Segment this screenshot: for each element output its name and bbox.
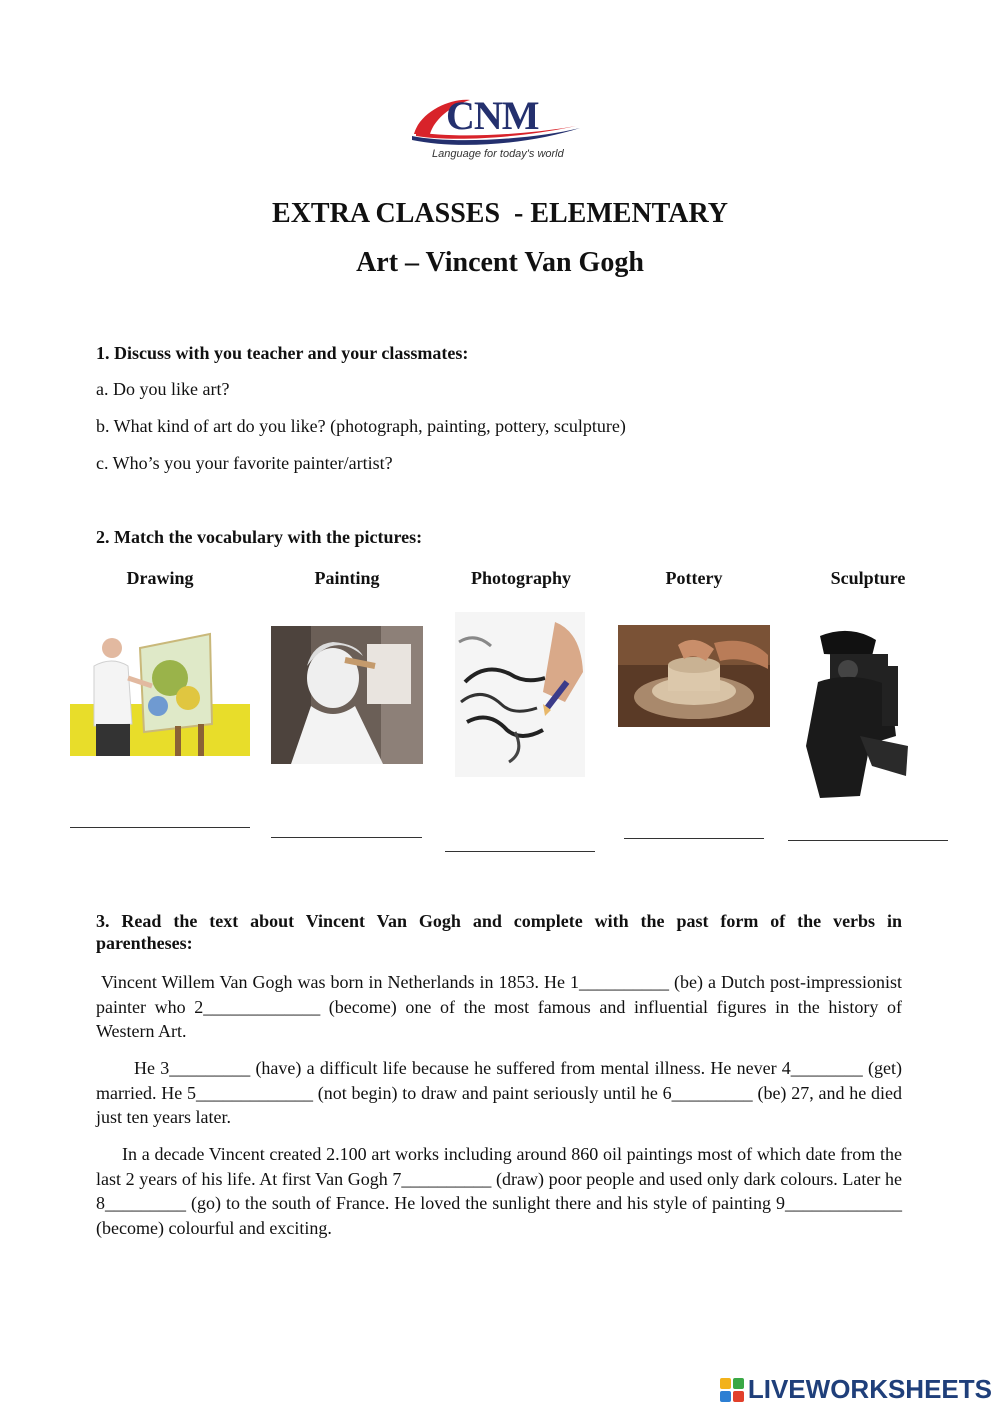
cnm-logo [410,92,590,164]
page-title: EXTRA CLASSES - ELEMENTARY [272,198,728,229]
logo-name: CNM [446,93,539,138]
answer-blank-4[interactable] [624,838,764,839]
label-drawing: Drawing [126,568,194,588]
section2-heading: 2. Match the vocabulary with the pictures: [96,527,423,547]
label-sculpture: Sculpture [830,568,906,588]
label-photography: Photography [470,568,571,588]
liveworksheets-watermark [720,1374,992,1405]
answer-blank-2[interactable] [271,837,422,838]
picture-photographer [800,626,912,804]
answer-blank-3[interactable] [445,851,595,852]
picture-painter-at-easel [70,628,250,756]
question-b: b. What kind of art do you like? (photograph, painting, pottery, sculpture) [96,416,626,436]
liveworksheets-text: LIVEWORKSHEETS [747,1374,992,1404]
picture-pottery-wheel [618,625,770,727]
paragraph-1: Vincent Willem Van Gogh was born in Netherlands in 1853. He 1__________ (be) a Dutch post-impressionist painter who 2_____________ (become) one of the most famous and influential figures in the history of Western Art. [96,972,907,1041]
section1-heading: 1. Discuss with you teacher and your classmates: [96,343,469,363]
label-pottery: Pottery [665,568,723,588]
answer-blank-5[interactable] [788,840,948,841]
logo-tagline: Language for today's world [432,148,564,160]
picture-sculptor-bust [271,626,423,764]
picture-pencil-drawing [455,612,585,777]
answer-blank-1[interactable] [70,827,250,828]
section3-heading-line1: 3. Read the text about Vincent Van Gogh and complete with the past form of the verbs in [96,911,902,931]
liveworksheets-logo-icon [720,1378,744,1402]
question-a: a. Do you like art? [96,379,230,399]
paragraph-3: In a decade Vincent created 2.100 art works including around 860 oil paintings most of which date from the last 2 years of his life. At first Van Gogh 7__________ (draw) poor people and used only dark colours. Later he 8_________ (go) to the south of France. He loved the sunlight there and his style of painting 9_____________ (become) colourful and exciting. [96,1144,902,1238]
label-painting: Painting [314,568,380,588]
question-c: c. Who’s you your favorite painter/artist? [96,453,393,473]
page-subtitle: Art – Vincent Van Gogh [356,247,644,278]
paragraph-2: He 3_________ (have) a difficult life because he suffered from mental illness. He never 4________ (get) married. He 5_____________ (not begin) to draw and paint seriously until he 6_________ (be) 27, and he died just ten years later. [96,1058,902,1127]
section3-heading-line2: parentheses: [96,933,193,953]
